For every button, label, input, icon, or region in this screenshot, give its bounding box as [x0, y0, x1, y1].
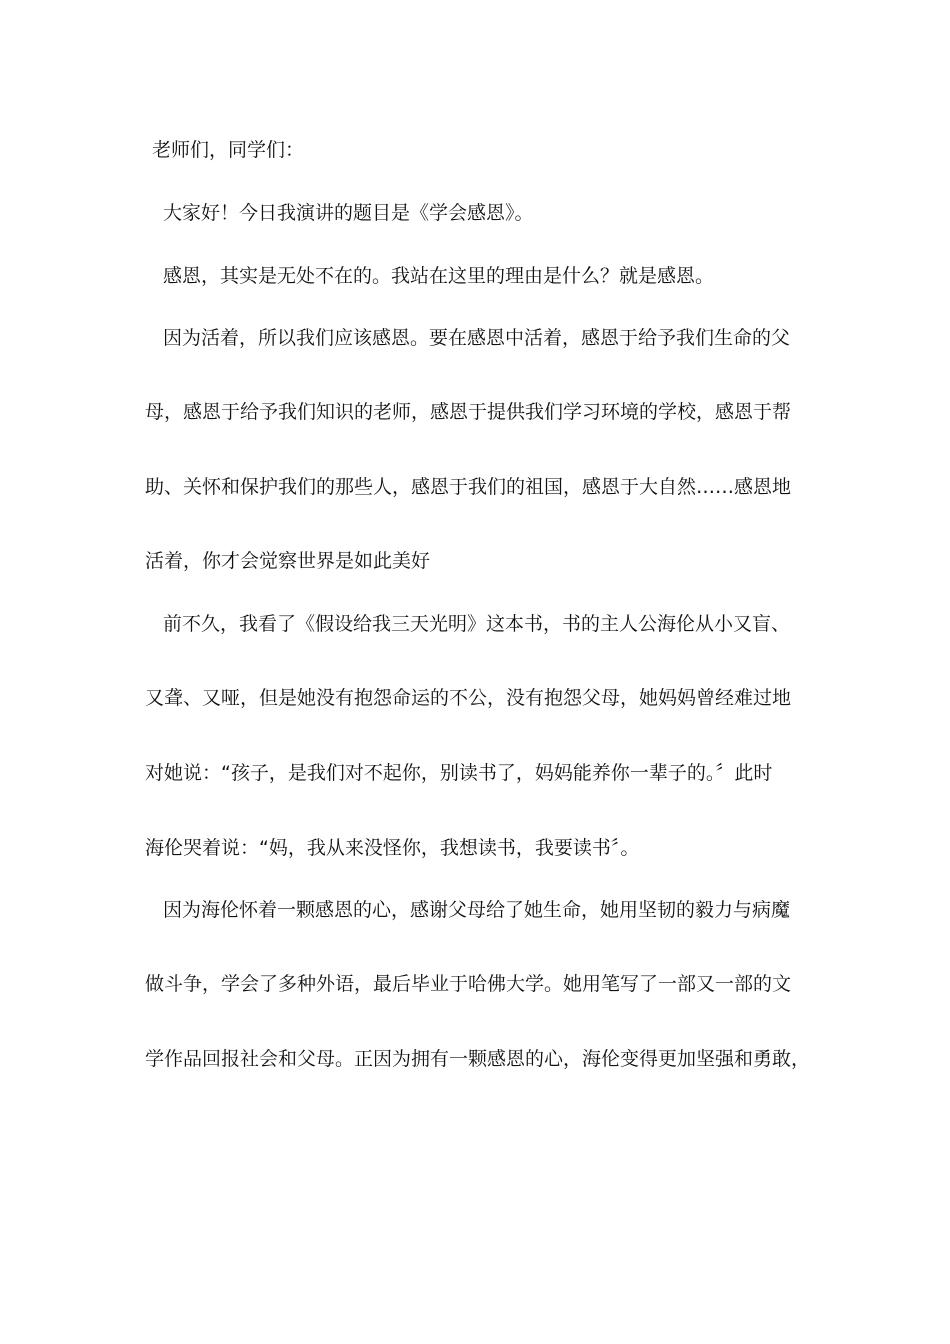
paragraph-book-line-2: 又聋、又哑，但是她没有抱怨命运的不公，没有抱怨父母，她妈妈曾经难过地 [145, 687, 792, 709]
paragraph-helen-line-1: 因为海伦怀着一颗感恩的心，感谢父母给了她生命，她用坚韧的毅力与病魔 [163, 899, 791, 921]
paragraph-gratitude-line-2: 母，感恩于给予我们知识的老师，感恩于提供我们学习环境的学校，感恩于帮 [145, 401, 792, 423]
paragraph-gratitude-line-4: 活着，你才会觉察世界是如此美好 [145, 550, 431, 572]
paragraph-intro: 感恩，其实是无处不在的。我站在这里的理由是什么？就是感恩。 [163, 265, 715, 287]
paragraph-gratitude-line-3: 助、关怀和保护我们的那些人，感恩于我们的祖国，感恩于大自然……感恩地 [145, 476, 792, 498]
paragraph-helen-line-3: 学作品回报社会和父母。正因为拥有一颗感恩的心，海伦变得更加坚强和勇敢， [145, 1048, 811, 1070]
paragraph-helen-line-2: 做斗争，学会了多种外语，最后毕业于哈佛大学。她用笔写了一部又一部的文 [145, 973, 792, 995]
paragraph-greeting: 大家好！今日我演讲的题目是《学会感恩》。 [163, 202, 534, 224]
paragraph-book-line-4: 海伦哭着说：“妈，我从来没怪你，我想读书，我要读书〞。 [145, 837, 640, 859]
salutation: 老师们，同学们： [152, 139, 305, 161]
paragraph-gratitude-line-1: 因为活着，所以我们应该感恩。要在感恩中活着，感恩于给予我们生命的父 [163, 327, 791, 349]
paragraph-book-line-3: 对她说：“孩子，是我们对不起你，别读书了，妈妈能养你一辈子的。〞此时 [145, 762, 773, 784]
paragraph-book-line-1: 前不久，我看了《假设给我三天光明》这本书，书的主人公海伦从小又盲、 [163, 613, 791, 635]
